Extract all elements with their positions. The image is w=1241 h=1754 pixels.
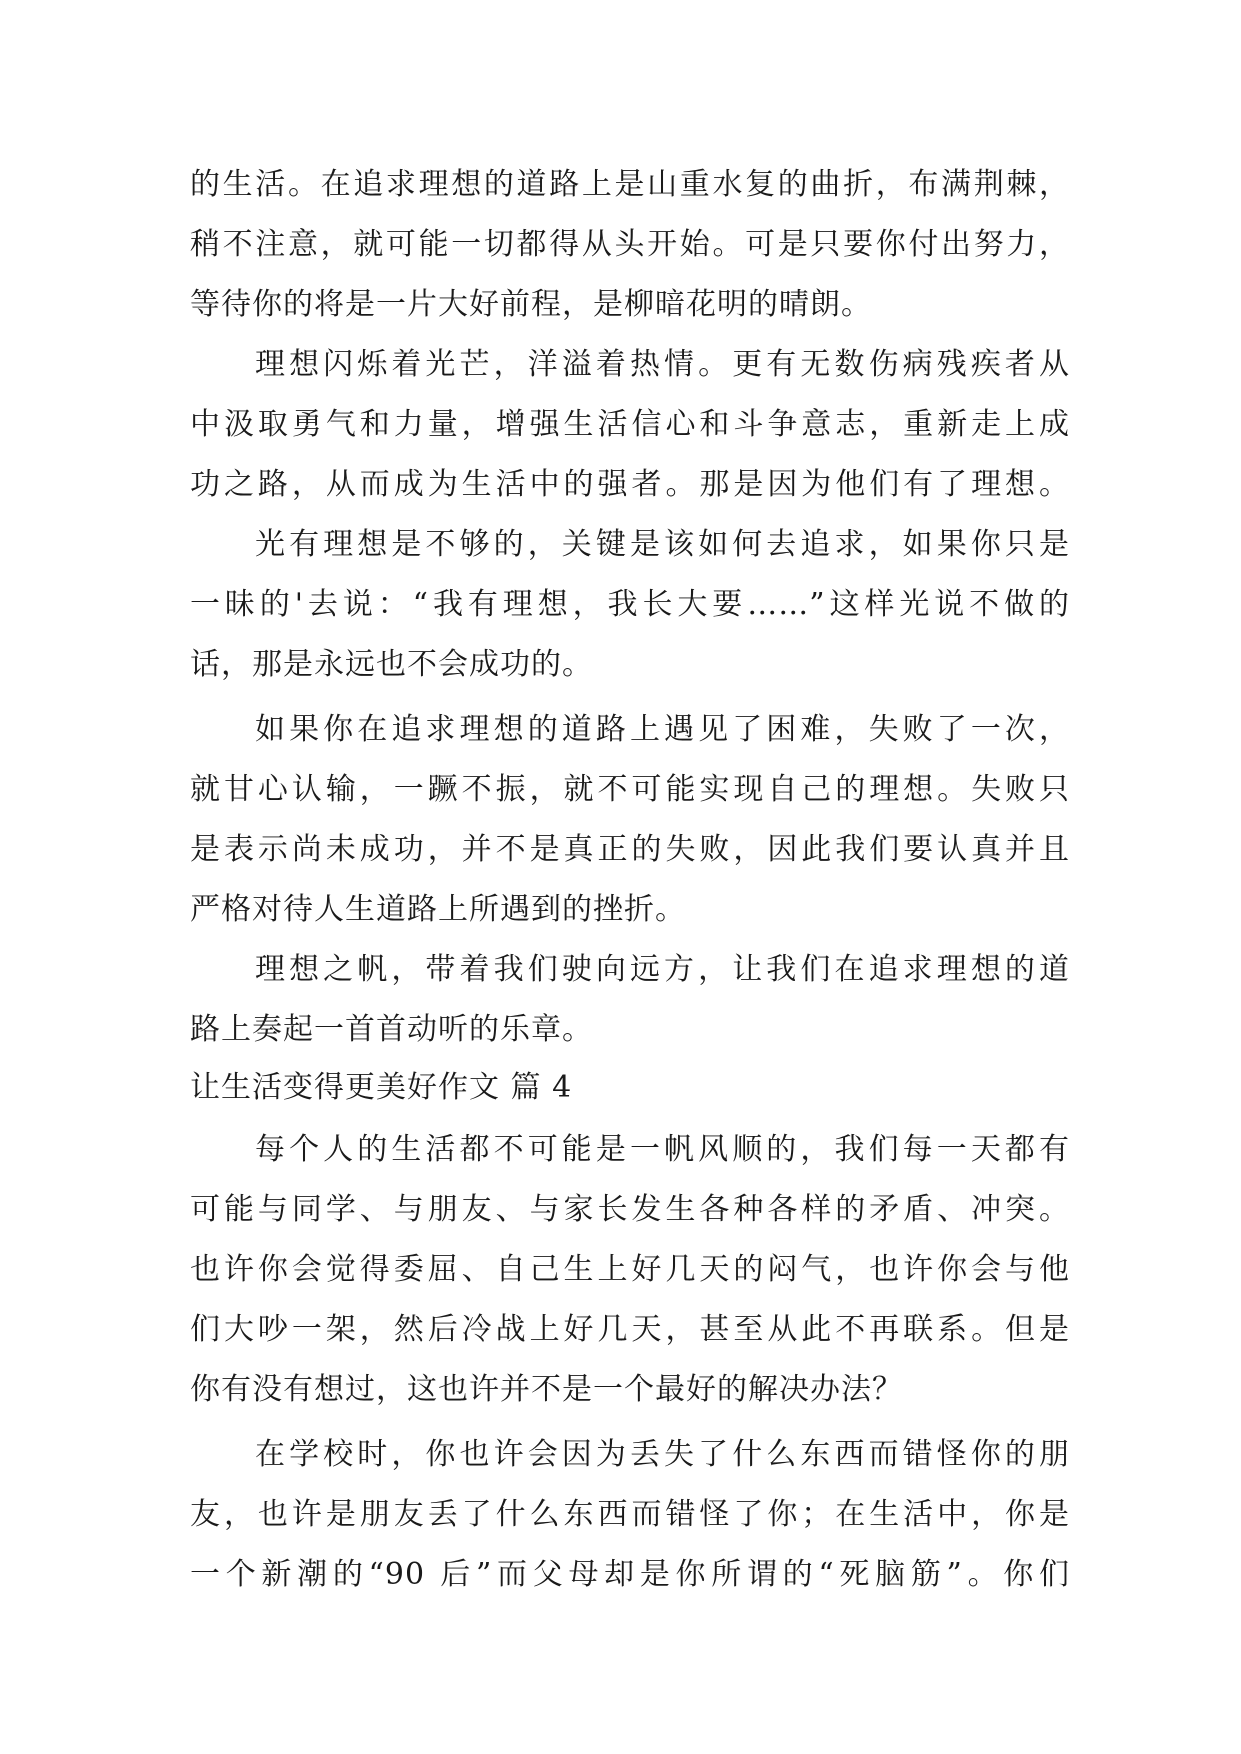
- paragraph-line: 一个新潮的“90 后”而父母却是你所谓的“死脑筋”。你们: [190, 1557, 1070, 1592]
- paragraph-line: 路上奏起一首首动听的乐章。: [190, 1012, 593, 1047]
- paragraph-line: 每个人的生活都不可能是一帆风顺的，我们每一天都有: [255, 1132, 1070, 1167]
- paragraph-line: 稍不注意，就可能一切都得从头开始。可是只要你付出努力，: [190, 227, 1070, 262]
- paragraph-line: 中汲取勇气和力量，增强生活信心和斗争意志，重新走上成: [190, 407, 1070, 442]
- paragraph-line: 你有没有想过，这也许并不是一个最好的解决办法？: [190, 1372, 903, 1407]
- paragraph-line: 友，也许是朋友丢了什么东西而错怪了你；在生活中，你是: [190, 1497, 1070, 1532]
- paragraph-line: 就甘心认输，一蹶不振，就不可能实现自己的理想。失败只: [190, 772, 1070, 807]
- paragraph-line: 话，那是永远也不会成功的。: [190, 647, 593, 682]
- paragraph-line: 是表示尚未成功，并不是真正的失败，因此我们要认真并且: [190, 832, 1070, 867]
- paragraph-line: 如果你在追求理想的道路上遇见了困难，失败了一次，: [255, 712, 1070, 747]
- paragraph-line: 理想闪烁着光芒，洋溢着热情。更有无数伤病残疾者从: [255, 347, 1070, 382]
- paragraph-line: 在学校时，你也许会因为丢失了什么东西而错怪你的朋: [255, 1437, 1070, 1472]
- paragraph-line: 一昧的'去说：“我有理想，我长大要……”这样光说不做的: [190, 587, 1070, 622]
- paragraph-line: 们大吵一架，然后冷战上好几天，甚至从此不再联系。但是: [190, 1312, 1070, 1347]
- paragraph-line: 理想之帆，带着我们驶向远方，让我们在追求理想的道: [255, 952, 1070, 987]
- paragraph-line: 也许你会觉得委屈、自己生上好几天的闷气，也许你会与他: [190, 1252, 1070, 1287]
- paragraph-line: 等待你的将是一片大好前程，是柳暗花明的晴朗。: [190, 287, 872, 322]
- paragraph-line: 可能与同学、与朋友、与家长发生各种各样的矛盾、冲突。: [190, 1192, 1070, 1227]
- section-heading: 让生活变得更美好作文 篇 4: [190, 1070, 573, 1105]
- paragraph-line: 的生活。在追求理想的道路上是山重水复的曲折，布满荆棘，: [190, 167, 1070, 202]
- paragraph-line: 光有理想是不够的，关键是该如何去追求，如果你只是: [255, 527, 1070, 562]
- paragraph-line: 严格对待人生道路上所遇到的挫折。: [190, 892, 686, 927]
- paragraph-line: 功之路，从而成为生活中的强者。那是因为他们有了理想。: [190, 467, 1070, 502]
